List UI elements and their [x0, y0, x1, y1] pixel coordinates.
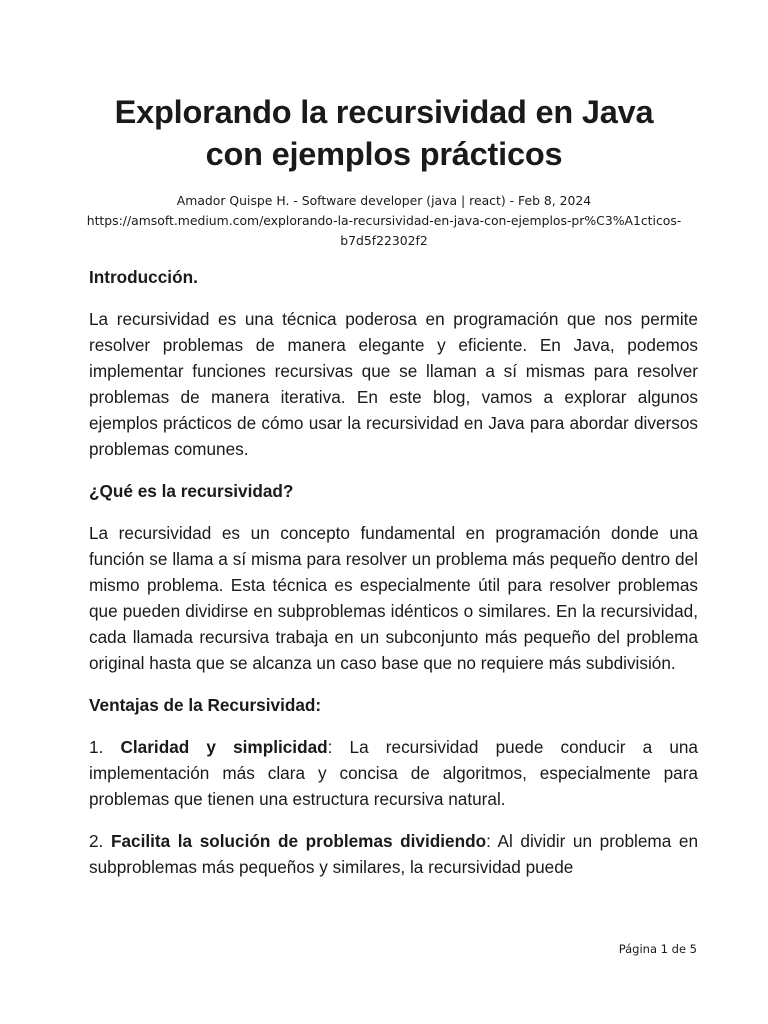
document-title: [60, 91, 708, 175]
advantage-number: 1.: [89, 737, 104, 757]
document-meta: [60, 191, 708, 251]
title-line-2: con ejemplos prácticos: [205, 136, 563, 172]
advantage-term: Claridad y simplicidad: [120, 737, 328, 757]
document-body: [89, 264, 698, 896]
advantage-text: : Al dividir un problema en subproblemas más pequeños y similares, la recursividad puede: [89, 831, 699, 877]
advantage-term: Facilita la solución de problemas dividiendo: [110, 831, 487, 851]
title-line-1: Explorando la recursividad en Java: [114, 94, 654, 130]
author-byline: Amador Quispe H. - Software developer (java | react) - Feb 8, 2024: [176, 193, 592, 208]
intro-paragraph: La recursividad es una técnica poderosa en programación que nos permite resolver problemas de manera elegante y eficiente. En Java, podemos implementar funciones recursivas que se llaman a sí mismas para resolver problemas de manera iterativa. En este blog, vamos a explorar algunos ejemplos prácticos de cómo usar la recursividad en Java para abordar diversos problemas comunes.: [89, 309, 698, 459]
advantage-item: [89, 828, 698, 880]
advantage-item: [89, 734, 698, 812]
source-url-line-1: https://amsoft.medium.com/explorando-la-recursividad-en-java-con-ejemplos-pr%C3%A1cticos-: [86, 213, 682, 228]
what-is-paragraph: La recursividad es un concepto fundamental en programación donde una función se llama a sí misma para resolver un problema más pequeño dentro del mismo problema. Esta técnica es especialmente útil para resolver problemas que pueden dividirse en subproblemas idénticos o similares. En la recursividad, cada llamada recursiva trabaja en un subconjunto más pequeño del problema original hasta que se alcanza un caso base que no requiere más subdivisión.: [89, 523, 698, 673]
page-number: Página 1 de 5: [618, 942, 697, 956]
intro-heading: Introducción.: [89, 267, 198, 287]
advantage-number: 2.: [89, 831, 104, 851]
source-url-line-2: b7d5f22302f2: [340, 233, 428, 248]
advantage-text: : La recursividad puede conducir a una implementación más clara y concisa de algoritmos, especialmente para problemas que tienen una estructura recursiva natural.: [89, 737, 698, 809]
advantages-heading: Ventajas de la Recursividad:: [89, 695, 322, 715]
what-is-heading: ¿Qué es la recursividad?: [89, 481, 294, 501]
